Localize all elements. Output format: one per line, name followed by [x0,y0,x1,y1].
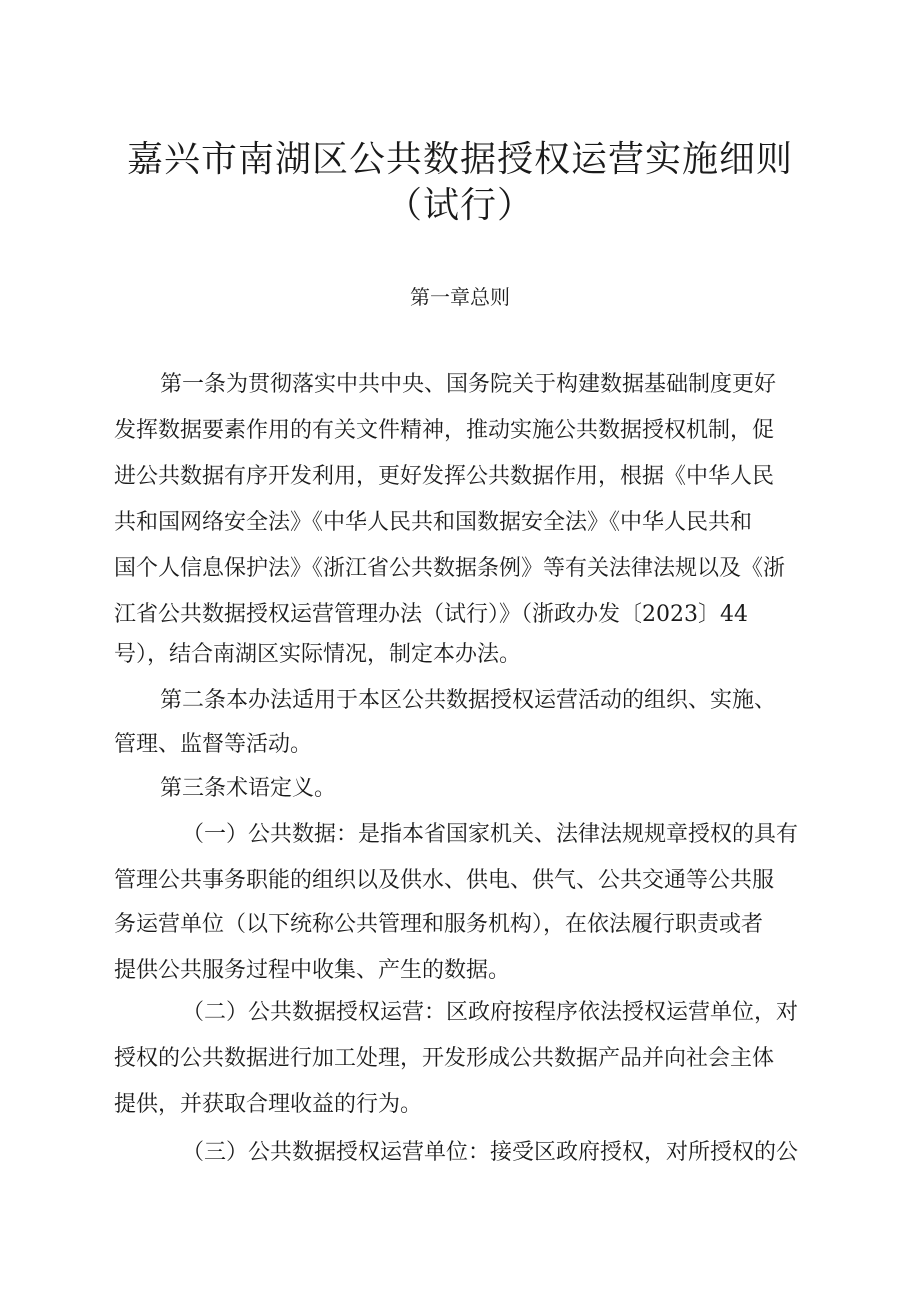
document-title-suffix: （试行） [385,185,534,226]
clause-2-line-3: 提供，并获取合理收益的行为。 [114,1092,423,1117]
clause-2-line-1: （二）公共数据授权运营：区政府按程序依法授权运营单位，对 [182,1000,799,1025]
article-2-line-2: 管理、监督等活动。 [114,732,313,757]
article-1-line-6: 江省公共数据授权运营管理办法（试行）》（浙政办发〔2023〕44 [114,602,748,627]
clause-1-line-4: 提供公共服务过程中收集、产生的数据。 [114,958,511,983]
article-3-heading: 第三条术语定义。 [160,776,337,801]
clause-1-line-2: 管理公共事务职能的组织以及供水、供电、供气、公共交通等公共服 [114,868,775,893]
clause-3-line-1: （三）公共数据授权运营单位：接受区政府授权，对所授权的公 [182,1140,799,1165]
article-1-line-7: 号），结合南湖区实际情况，制定本办法。 [114,642,522,667]
article-1-line-4: 共和国网络安全法》《中华人民共和国数据安全法》《中华人民共和 [114,510,753,535]
article-1-line-2: 发挥数据要素作用的有关文件精神，推动实施公共数据授权机制，促 [114,418,775,443]
article-1-line-1: 第一条为贯彻落实中共中央、国务院关于构建数据基础制度更好 [160,372,777,397]
article-1-line-3: 进公共数据有序开发利用，更好发挥公共数据作用，根据《中华人民 [114,464,775,489]
clause-1-line-1: （一）公共数据：是指本省国家机关、法律法规规章授权的具有 [182,822,799,847]
clause-1-line-3: 务运营单位（以下统称公共管理和服务机构），在依法履行职责或者 [114,912,764,937]
article-2-line-1: 第二条本办法适用于本区公共数据授权运营活动的组织、实施、 [160,688,777,713]
document-title: 嘉兴市南湖区公共数据授权运营实施细则 [126,139,793,180]
clause-2-line-2: 授权的公共数据进行加工处理，开发形成公共数据产品并向社会主体 [114,1046,775,1071]
chapter-heading: 第一章总则 [410,285,510,309]
article-1-line-5: 国个人信息保护法》《浙江省公共数据条例》等有关法律法规以及《浙 [114,556,786,581]
